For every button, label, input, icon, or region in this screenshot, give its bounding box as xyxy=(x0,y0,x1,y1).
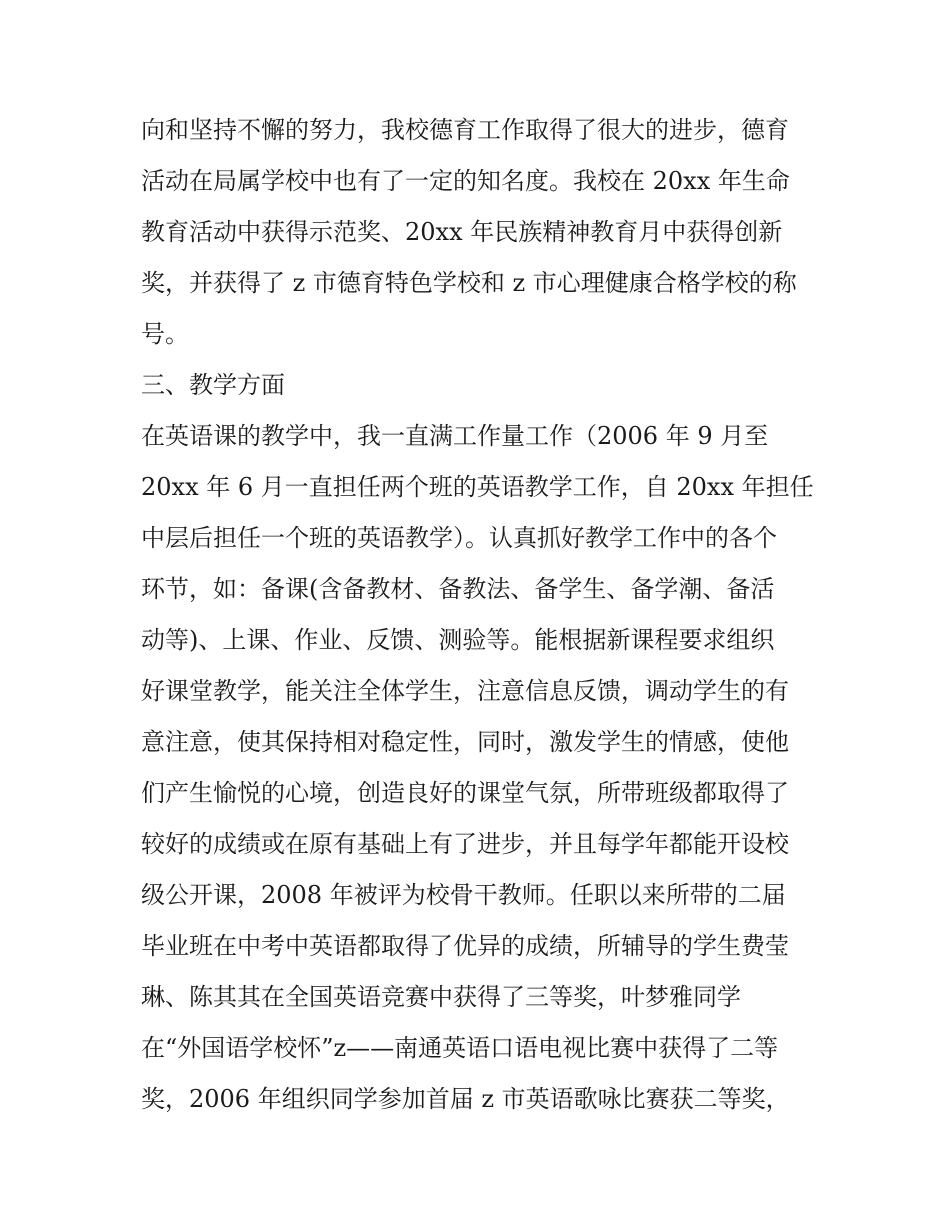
section-heading: 三、教学方面 xyxy=(141,371,285,399)
text-line: 级公开课，2008 年被评为校骨干教师。任职以来所带的二届 xyxy=(141,881,786,909)
text-line: 向和坚持不懈的努力，我校德育工作取得了很大的进步，德育 xyxy=(141,116,789,144)
body-text xyxy=(141,107,831,1127)
text-line: 中层后担任一个班的英语教学）。认真抓好教学工作中的各个 xyxy=(141,524,777,552)
text-line: 在“外国语学校怀”z——南通英语口语电视比赛中获得了二等 xyxy=(141,1034,779,1062)
text-line: 在英语课的教学中，我一直满工作量工作（2006 年 9 月至 xyxy=(141,422,769,450)
text-line: 环节，如：备课(含备教材、备教法、备学生、备学潮、备活 xyxy=(141,575,775,603)
text-line: 动等)、上课、作业、反馈、测验等。能根据新课程要求组织 xyxy=(141,626,775,654)
text-line: 活动在局属学校中也有了一定的知名度。我校在 20xx 年生命 xyxy=(141,167,790,195)
text-line: 好课堂教学，能关注全体学生，注意信息反馈，调动学生的有 xyxy=(141,677,789,705)
text-line: 20xx 年 6 月一直担任两个班的英语教学工作，自 20xx 年担任 xyxy=(141,473,814,501)
text-line: 毕业班在中考中英语都取得了优异的成绩，所辅导的学生费莹 xyxy=(141,932,789,960)
text-line: 琳、陈其其在全国英语竞赛中获得了三等奖，叶梦雅同学 xyxy=(141,983,741,1011)
text-line: 较好的成绩或在原有基础上有了进步，并且每学年都能开设校 xyxy=(141,830,789,858)
text-line: 们产生愉悦的心境，创造良好的课堂气氛，所带班级都取得了 xyxy=(141,779,789,807)
text-line: 号。 xyxy=(141,320,189,348)
text-line: 奖，2006 年组织同学参加首届 z 市英语歌咏比赛获二等奖， xyxy=(141,1085,790,1113)
text-line: 意注意，使其保持相对稳定性，同时，激发学生的情感，使他 xyxy=(141,728,789,756)
text-line: 奖，并获得了 z 市德育特色学校和 z 市心理健康合格学校的称 xyxy=(141,269,797,297)
text-line: 教育活动中获得示范奖、20xx 年民族精神教育月中获得创新 xyxy=(141,218,783,246)
